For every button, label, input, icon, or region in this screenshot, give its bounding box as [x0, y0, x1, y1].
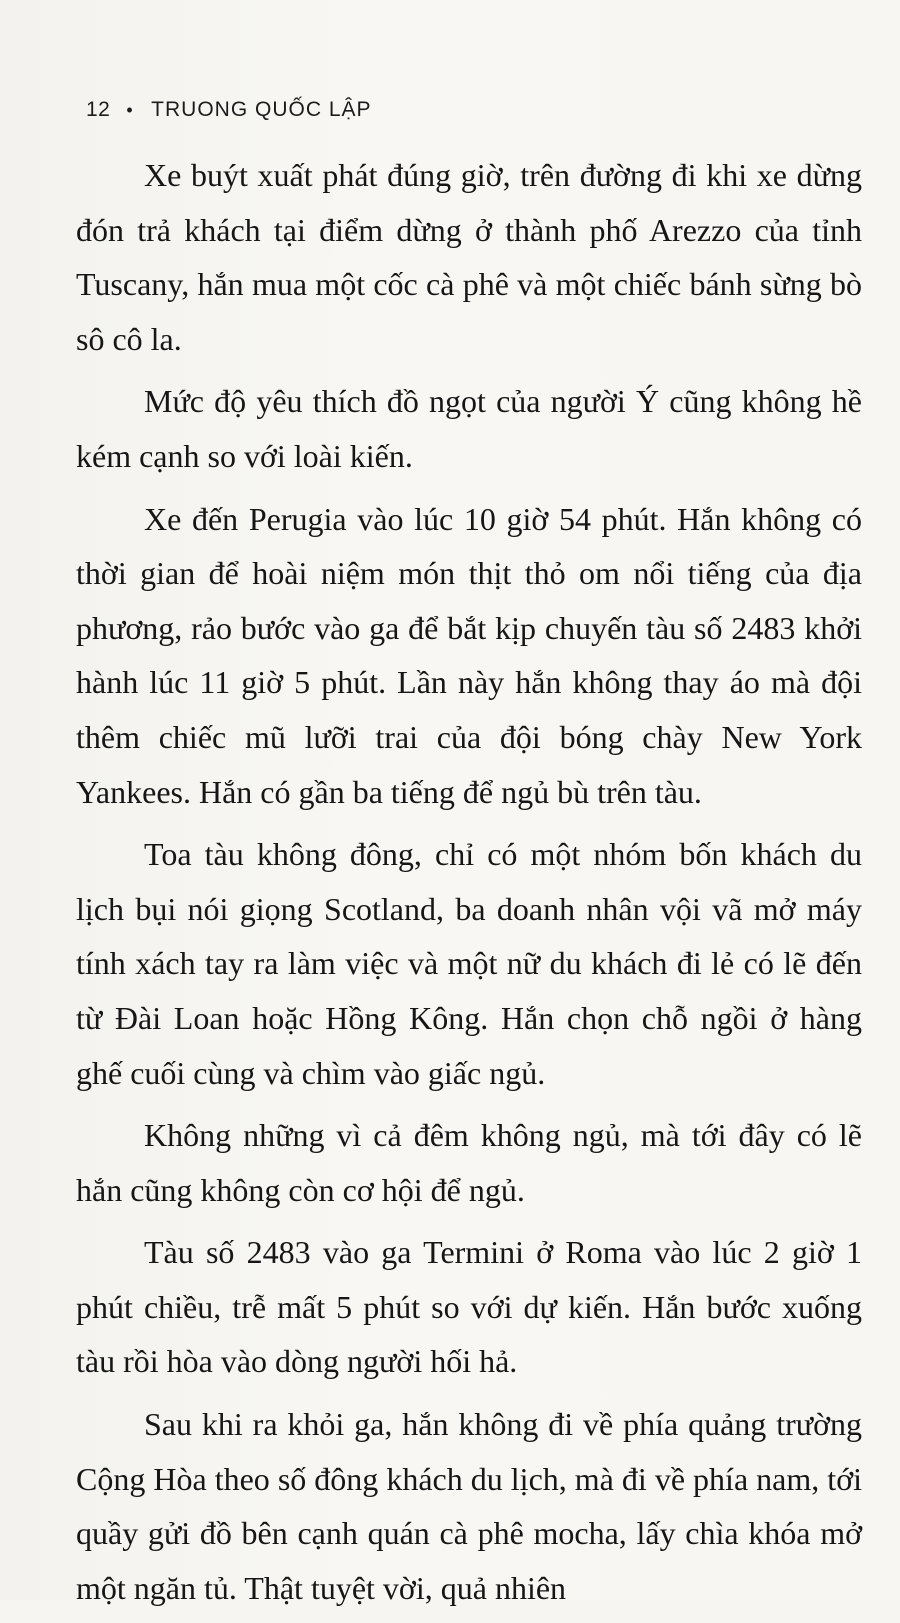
- paragraph: Sau khi ra khỏi ga, hắn không đi về phía quảng trường Cộng Hòa theo số đông khách du lịch, mà đi về phía nam, tới quầy gửi đồ bên cạnh quán cà phê mocha, lấy chìa khóa mở một ngăn tủ. Thật tuyệt vời, quả nhiên: [76, 1406, 862, 1606]
- paragraph: Xe đến Perugia vào lúc 10 giờ 54 phút. Hắn không có thời gian để hoài niệm món thịt thỏ om nổi tiếng của địa phương, rảo bước vào ga để bắt kịp chuyến tàu số 2483 khởi hành lúc 11 giờ 5 phút. Lần này hắn không thay áo mà đội thêm chiếc mũ lưỡi trai của đội bóng chày New York Yankees. Hắn có gần ba tiếng để ngủ bù trên tàu.: [76, 500, 862, 810]
- paragraph: Mức độ yêu thích đồ ngọt của người Ý cũng không hề kém cạnh so với loài kiến.: [76, 383, 862, 474]
- body-text: [76, 148, 862, 1623]
- paragraph: Toa tàu không đông, chỉ có một nhóm bốn khách du lịch bụi nói giọng Scotland, ba doanh nhân vội vã mở máy tính xách tay ra làm việc và một nữ du khách đi lẻ có lẽ đến từ Đài Loan hoặc Hồng Kông. Hắn chọn chỗ ngồi ở hàng ghế cuối cùng và chìm vào giấc ngủ.: [76, 836, 862, 1091]
- page-number: 12: [86, 98, 111, 121]
- running-header: [86, 98, 372, 122]
- paragraph: Tàu số 2483 vào ga Termini ở Roma vào lúc 2 giờ 1 phút chiều, trễ mất 5 phút so với dự kiến. Hắn bước xuống tàu rồi hòa vào dòng người hối hả.: [76, 1234, 862, 1380]
- header-bullet: •: [126, 99, 134, 120]
- author-name: TRUONG QUỐC LẬP: [151, 98, 372, 121]
- paragraph: Không những vì cả đêm không ngủ, mà tới đây có lẽ hắn cũng không còn cơ hội để ngủ.: [76, 1117, 862, 1208]
- paragraph: Xe buýt xuất phát đúng giờ, trên đường đi khi xe dừng đón trả khách tại điểm dừng ở thành phố Arezzo của tỉnh Tuscany, hắn mua một cốc cà phê và một chiếc bánh sừng bò sô cô la.: [76, 157, 862, 357]
